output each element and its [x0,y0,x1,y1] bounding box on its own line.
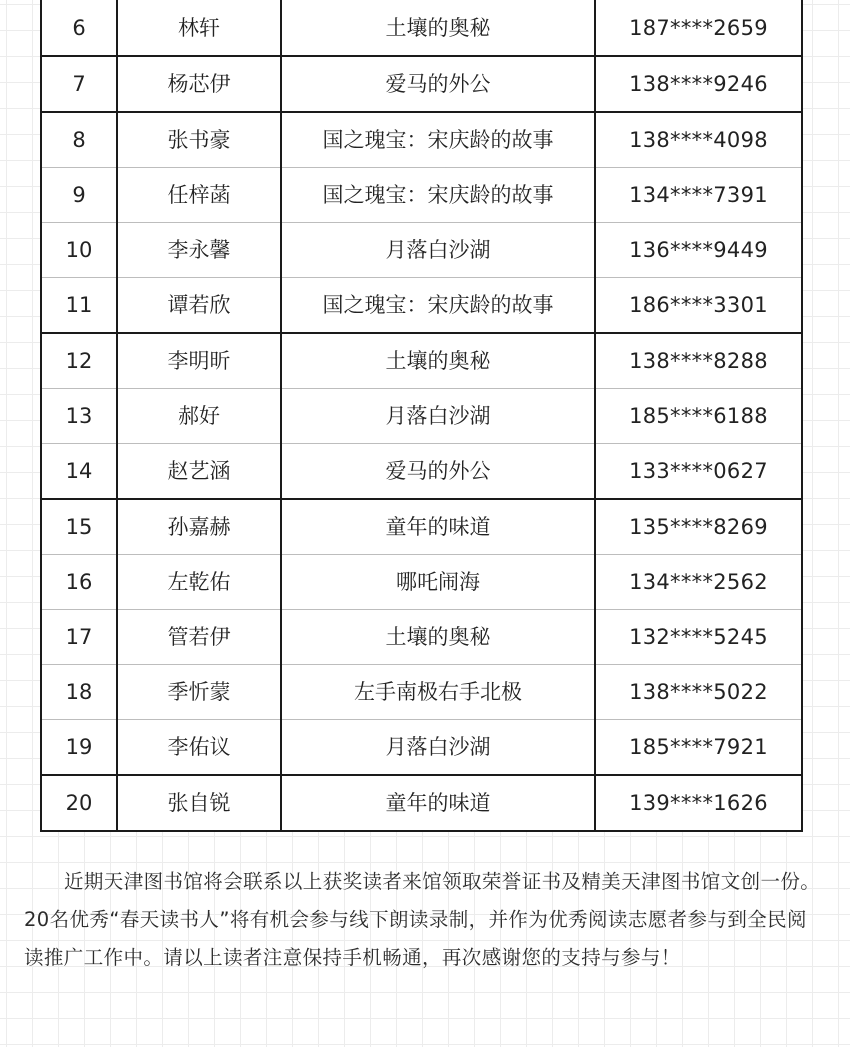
row-number: 14 [41,444,117,500]
reader-name: 张书豪 [117,112,281,168]
table-row [41,555,802,610]
reader-name: 谭若欣 [117,278,281,334]
reader-name: 郝好 [117,389,281,444]
phone-number: 134****7391 [595,168,802,223]
reader-name: 李佑议 [117,720,281,776]
phone-number: 135****8269 [595,499,802,555]
book-title: 爱马的外公 [281,444,595,500]
phone-number: 138****9246 [595,56,802,112]
phone-number: 138****8288 [595,333,802,389]
table-row [41,223,802,278]
book-title: 土壤的奥秘 [281,0,595,56]
row-number: 18 [41,665,117,720]
row-number: 13 [41,389,117,444]
phone-number: 138****5022 [595,665,802,720]
table-row [41,0,802,56]
reader-name: 管若伊 [117,610,281,665]
reader-name: 林轩 [117,0,281,56]
phone-number: 136****9449 [595,223,802,278]
reader-name: 孙嘉赫 [117,499,281,555]
row-number: 11 [41,278,117,334]
reader-name: 李永馨 [117,223,281,278]
table-row [41,112,802,168]
row-number: 16 [41,555,117,610]
phone-number: 186****3301 [595,278,802,334]
row-number: 7 [41,56,117,112]
book-title: 国之瑰宝：宋庆龄的故事 [281,168,595,223]
table-row [41,444,802,500]
phone-number: 134****2562 [595,555,802,610]
row-number: 12 [41,333,117,389]
reader-name: 李明昕 [117,333,281,389]
phone-number: 139****1626 [595,775,802,831]
reader-name: 任梓菡 [117,168,281,223]
table-row [41,168,802,223]
table-row [41,389,802,444]
book-title: 国之瑰宝：宋庆龄的故事 [281,112,595,168]
table-row [41,56,802,112]
row-number: 17 [41,610,117,665]
winners-table-body [41,0,802,831]
book-title: 国之瑰宝：宋庆龄的故事 [281,278,595,334]
reader-name: 杨芯伊 [117,56,281,112]
phone-number: 132****5245 [595,610,802,665]
row-number: 9 [41,168,117,223]
phone-number: 133****0627 [595,444,802,500]
row-number: 10 [41,223,117,278]
book-title: 月落白沙湖 [281,223,595,278]
book-title: 土壤的奥秘 [281,610,595,665]
row-number: 20 [41,775,117,831]
winners-table-container [40,0,801,832]
phone-number: 185****7921 [595,720,802,776]
phone-number: 187****2659 [595,0,802,56]
book-title: 土壤的奥秘 [281,333,595,389]
book-title: 爱马的外公 [281,56,595,112]
notice-paragraph: 近期天津图书馆将会联系以上获奖读者来馆领取荣誉证书及精美天津图书馆文创一份。20名优秀“春天读书人”将有机会参与线下朗读录制，并作为优秀阅读志愿者参与到全民阅读推广工作中。请以上读者注意保持手机畅通，再次感谢您的支持与参与！ [24,870,821,969]
phone-number: 185****6188 [595,389,802,444]
book-title: 童年的味道 [281,775,595,831]
reader-name: 赵艺涵 [117,444,281,500]
phone-number: 138****4098 [595,112,802,168]
table-row [41,665,802,720]
winners-table [40,0,803,832]
book-title: 左手南极右手北极 [281,665,595,720]
book-title: 童年的味道 [281,499,595,555]
table-row [41,278,802,334]
row-number: 19 [41,720,117,776]
reader-name: 张自锐 [117,775,281,831]
row-number: 15 [41,499,117,555]
book-title: 月落白沙湖 [281,720,595,776]
table-row [41,333,802,389]
reader-name: 季忻蒙 [117,665,281,720]
reader-name: 左乾佑 [117,555,281,610]
row-number: 6 [72,15,86,40]
table-row [41,610,802,665]
book-title: 哪吒闹海 [281,555,595,610]
table-row [41,499,802,555]
row-number: 8 [41,112,117,168]
table-row [41,720,802,776]
book-title: 月落白沙湖 [281,389,595,444]
table-row [41,775,802,831]
